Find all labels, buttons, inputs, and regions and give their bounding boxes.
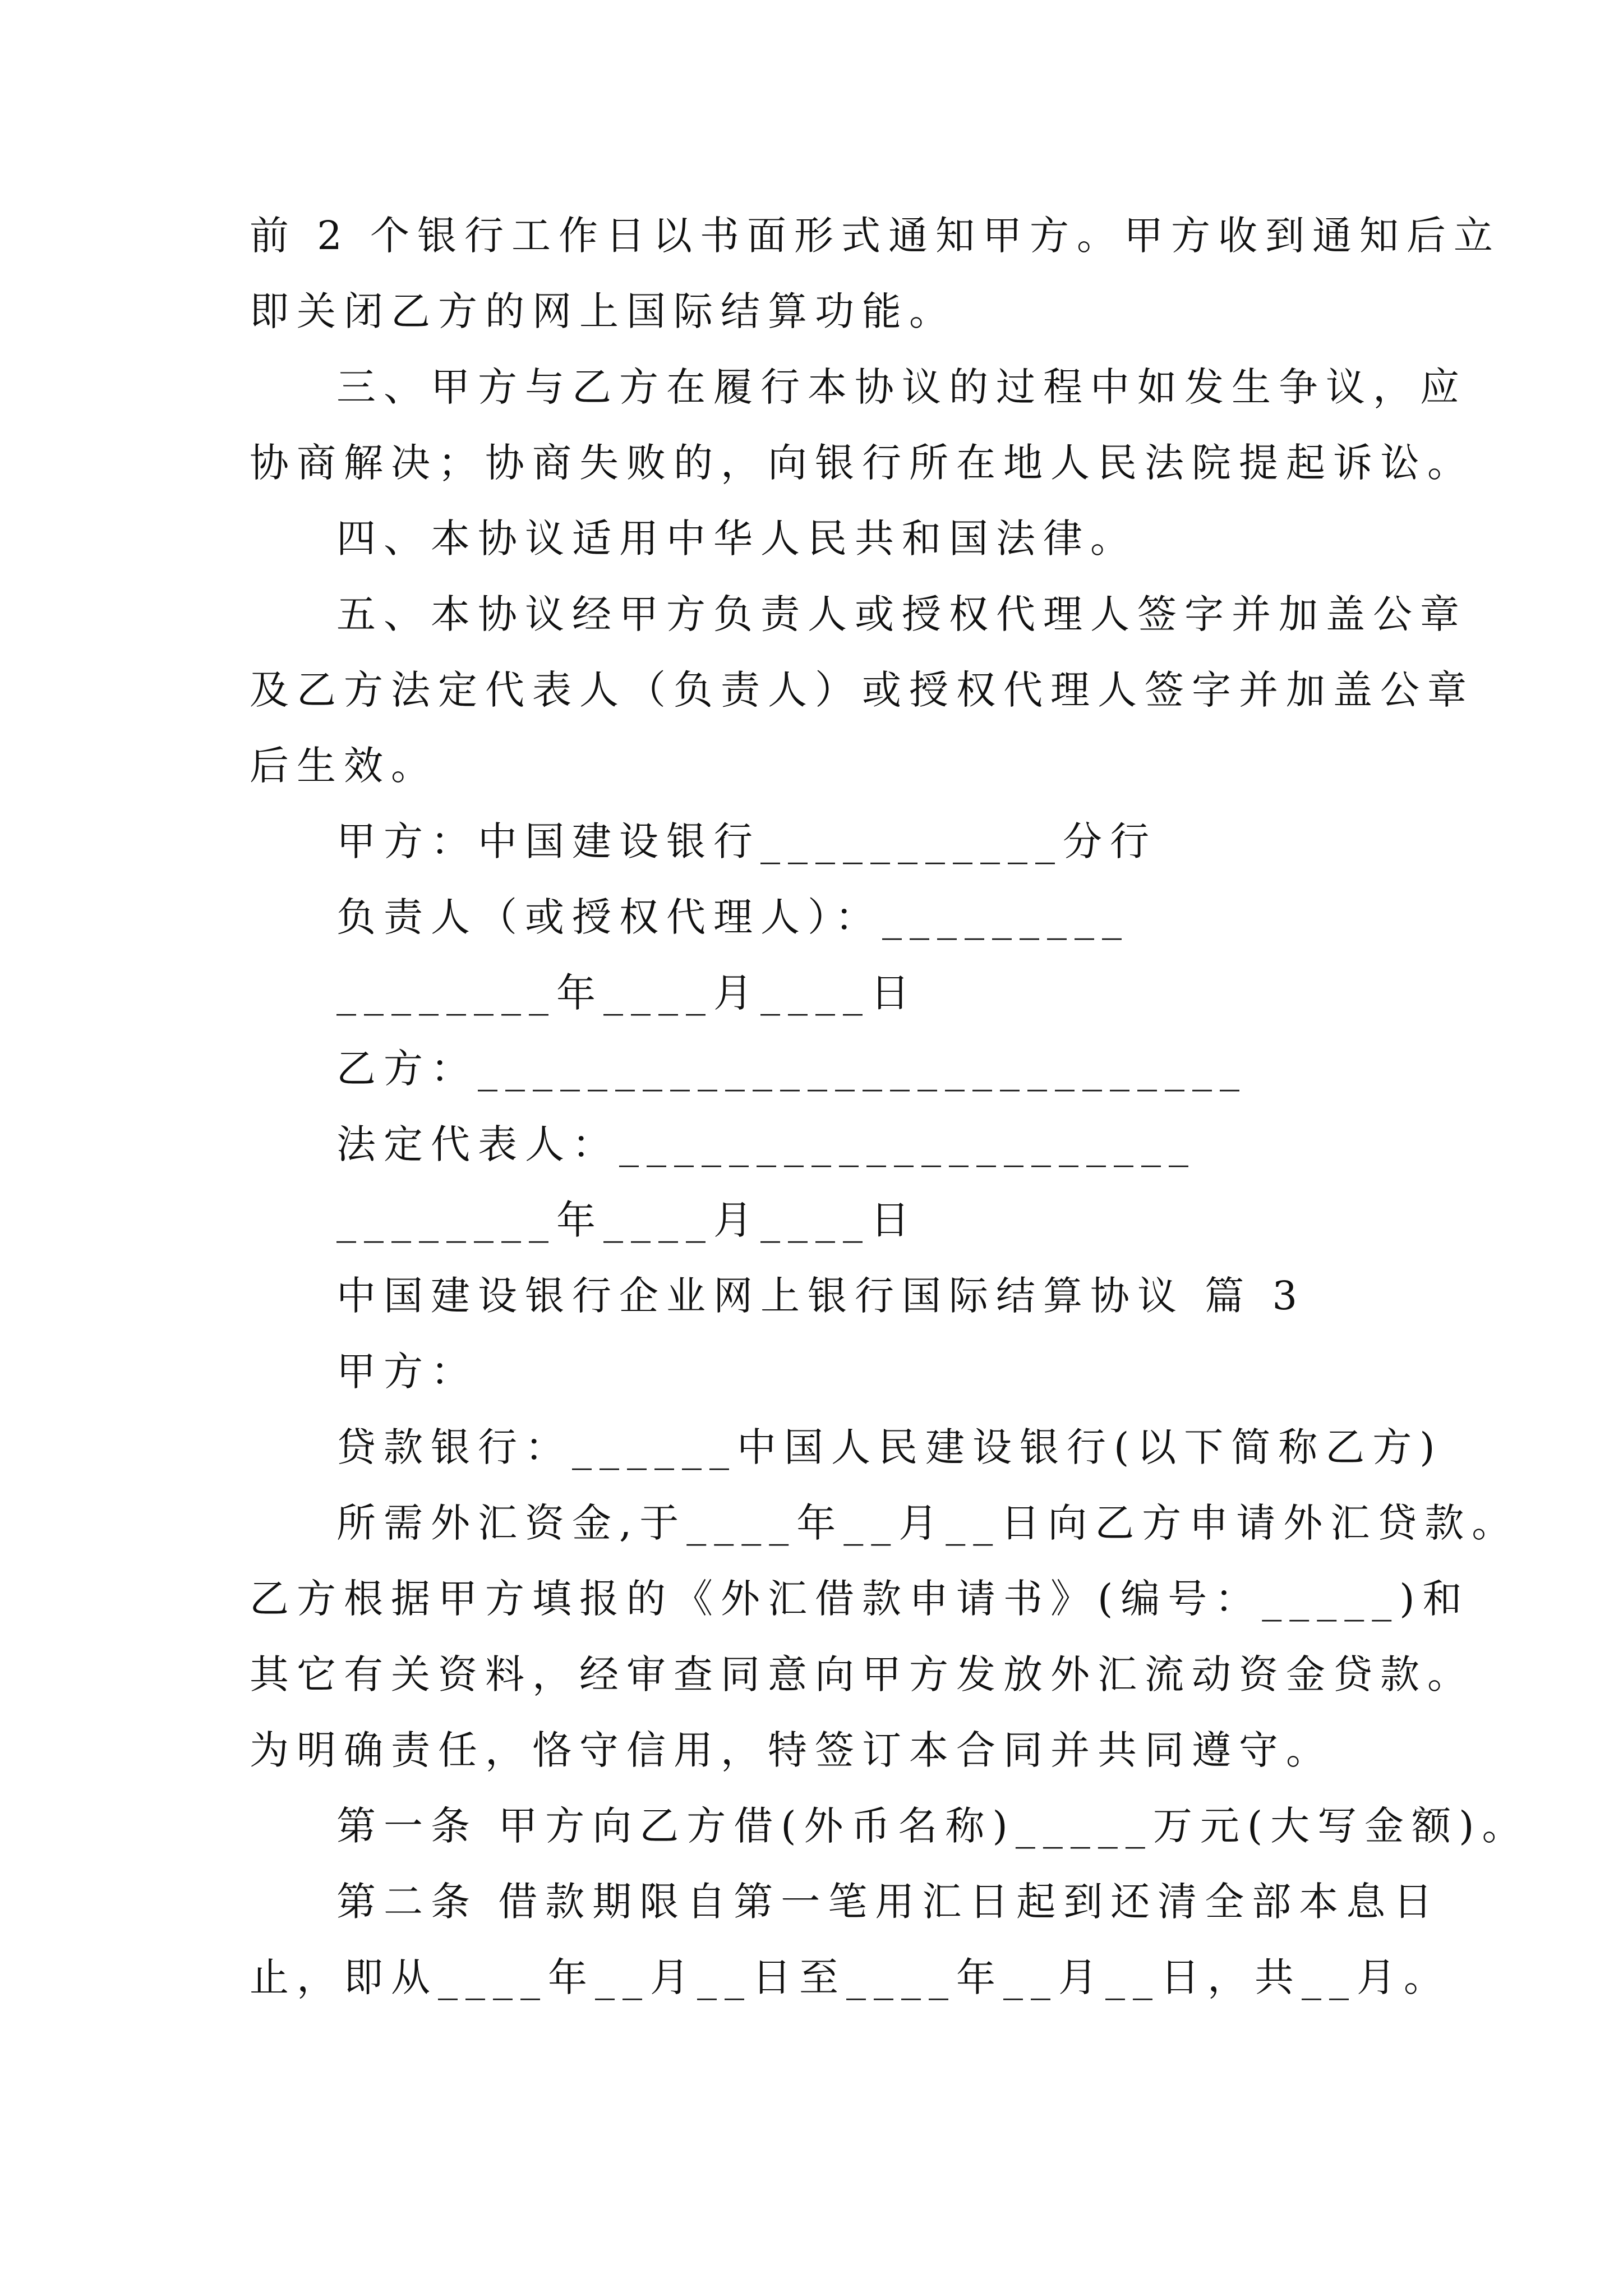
text-line: 协商解决；协商失败的，向银行所在地人民法院提起诉讼。	[250, 440, 1474, 486]
text-line: 四、本协议适用中华人民共和国法律。	[336, 516, 1137, 562]
text-line: 三、甲方与乙方在履行本协议的过程中如发生争议，应	[336, 364, 1467, 410]
signature-date: ________年____月____日	[336, 970, 917, 1016]
text-line: 乙方根据甲方填报的《外汇借款申请书》(编号：_____)和	[250, 1576, 1470, 1622]
text-line: 其它有关资料，经审查同意向甲方发放外汇流动资金贷款。	[250, 1651, 1474, 1697]
signature-party-b: 乙方：____________________________	[336, 1046, 1247, 1092]
text-line: 所需外汇资金,于____年__月__日向乙方申请外汇贷款。	[336, 1500, 1519, 1546]
text-line: 止，即从____年__月__日至____年__月__日，共__月。	[250, 1954, 1451, 2000]
text-line: 即关闭乙方的网上国际结算功能。	[250, 288, 956, 334]
signature-responsible: 负责人（或授权代理人）：_________	[336, 894, 1129, 940]
text-line: 前 2 个银行工作日以书面形式通知甲方。甲方收到通知后立	[250, 213, 1501, 259]
text-line: 贷款银行：______中国人民建设银行(以下简称乙方)	[336, 1424, 1443, 1470]
text-line: 第一条 甲方向乙方借(外币名称)_____万元(大写金额)。	[336, 1803, 1529, 1849]
text-line: 第二条 借款期限自第一笔用汇日起到还清全部本息日	[336, 1879, 1441, 1925]
text-line: 及乙方法定代表人（负责人）或授权代理人签字并加盖公章	[250, 667, 1474, 713]
section-heading: 中国建设银行企业网上银行国际结算协议 篇 3	[336, 1273, 1306, 1319]
text-line: 甲方：	[336, 1349, 478, 1395]
signature-legal-rep: 法定代表人：_____________________	[336, 1121, 1196, 1167]
text-line: 后生效。	[250, 743, 438, 789]
signature-date: ________年____月____日	[336, 1197, 917, 1243]
text-line: 五、本协议经甲方负责人或授权代理人签字并加盖公章	[336, 591, 1467, 637]
text-line: 为明确责任，恪守信用，特签订本合同并共同遵守。	[250, 1727, 1333, 1773]
signature-party-a: 甲方：中国建设银行___________分行	[336, 818, 1157, 864]
